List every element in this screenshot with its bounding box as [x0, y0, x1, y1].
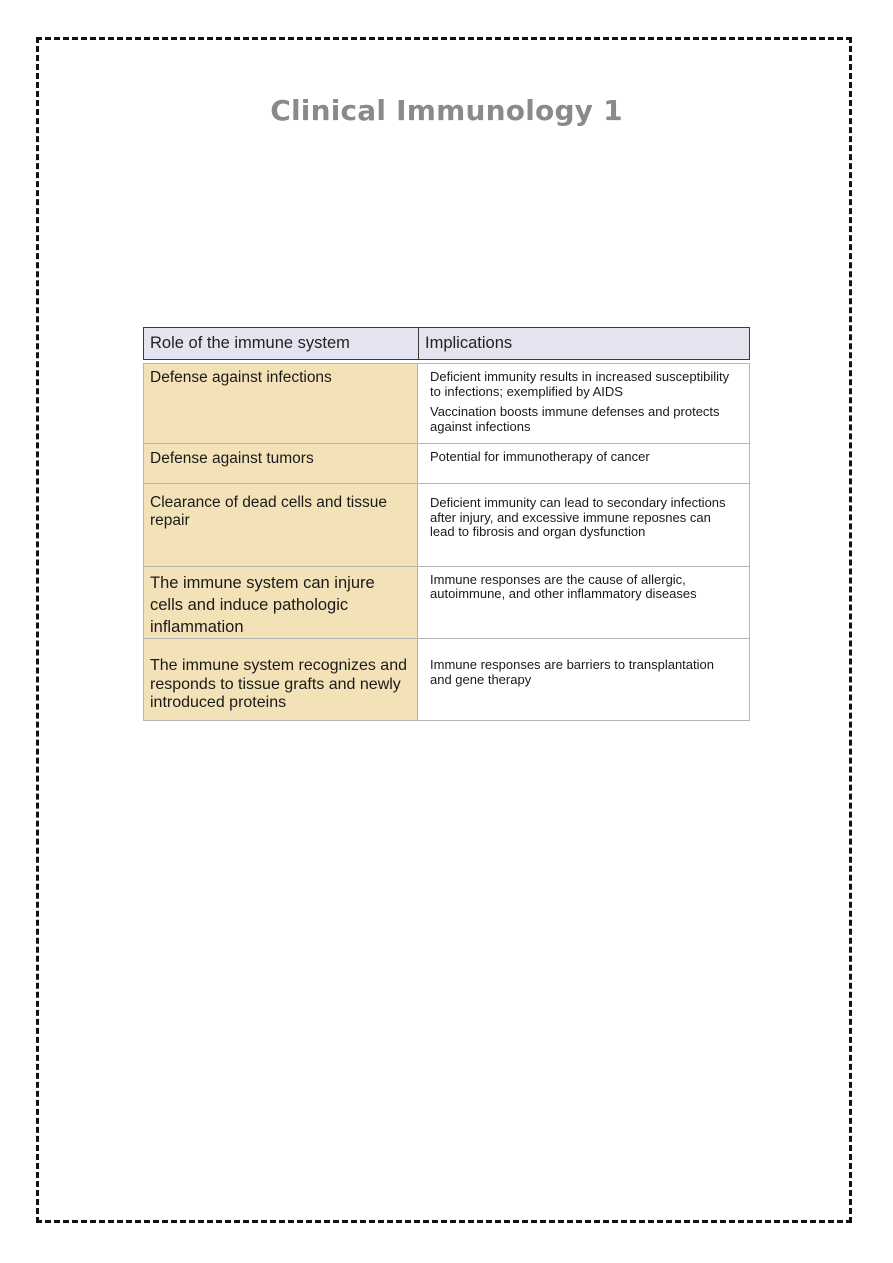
implications-cell — [418, 639, 749, 720]
table-row — [144, 364, 749, 443]
table-header-row — [143, 327, 750, 360]
table-row — [144, 566, 749, 638]
role-cell: The immune system recognizes and responds to tissue grafts and newly introduced proteins — [144, 639, 418, 720]
role-cell: The immune system can injure cells and induce pathologic inflammation — [144, 567, 418, 638]
header-implications: Implications — [425, 334, 513, 352]
header-role: Role of the immune system — [144, 328, 419, 359]
implications-cell — [418, 567, 749, 638]
implications-cell — [418, 444, 749, 483]
implication-text: Immune responses are barriers to transplantation and gene therapy — [430, 657, 714, 687]
implication-text: Vaccination boosts immune defenses and protects against infections — [430, 404, 720, 434]
table-body — [143, 363, 750, 721]
page-title: Clinical Immunology 1 — [270, 94, 623, 127]
table-row — [144, 483, 749, 566]
table-row — [144, 638, 749, 720]
table-row — [144, 443, 749, 483]
implication-text: Deficient immunity results in increased susceptibility to infections; exemplified by AIDS — [430, 369, 730, 399]
role-cell: Defense against tumors — [144, 444, 418, 483]
immune-roles-table — [143, 327, 750, 721]
implications-cell — [418, 484, 749, 566]
implication-text: Immune responses are the cause of allergic, autoimmune, and other inflammatory diseases — [430, 572, 697, 601]
implications-cell — [418, 364, 749, 443]
implication-text: Potential for immunotherapy of cancer — [430, 449, 650, 464]
implication-text: Deficient immunity can lead to secondary infections after injury, and excessive immune reposnes can lead to fibrosis and organ dysfunction — [430, 495, 726, 539]
role-cell: Clearance of dead cells and tissue repair — [144, 484, 418, 566]
role-cell: Defense against infections — [144, 364, 418, 443]
